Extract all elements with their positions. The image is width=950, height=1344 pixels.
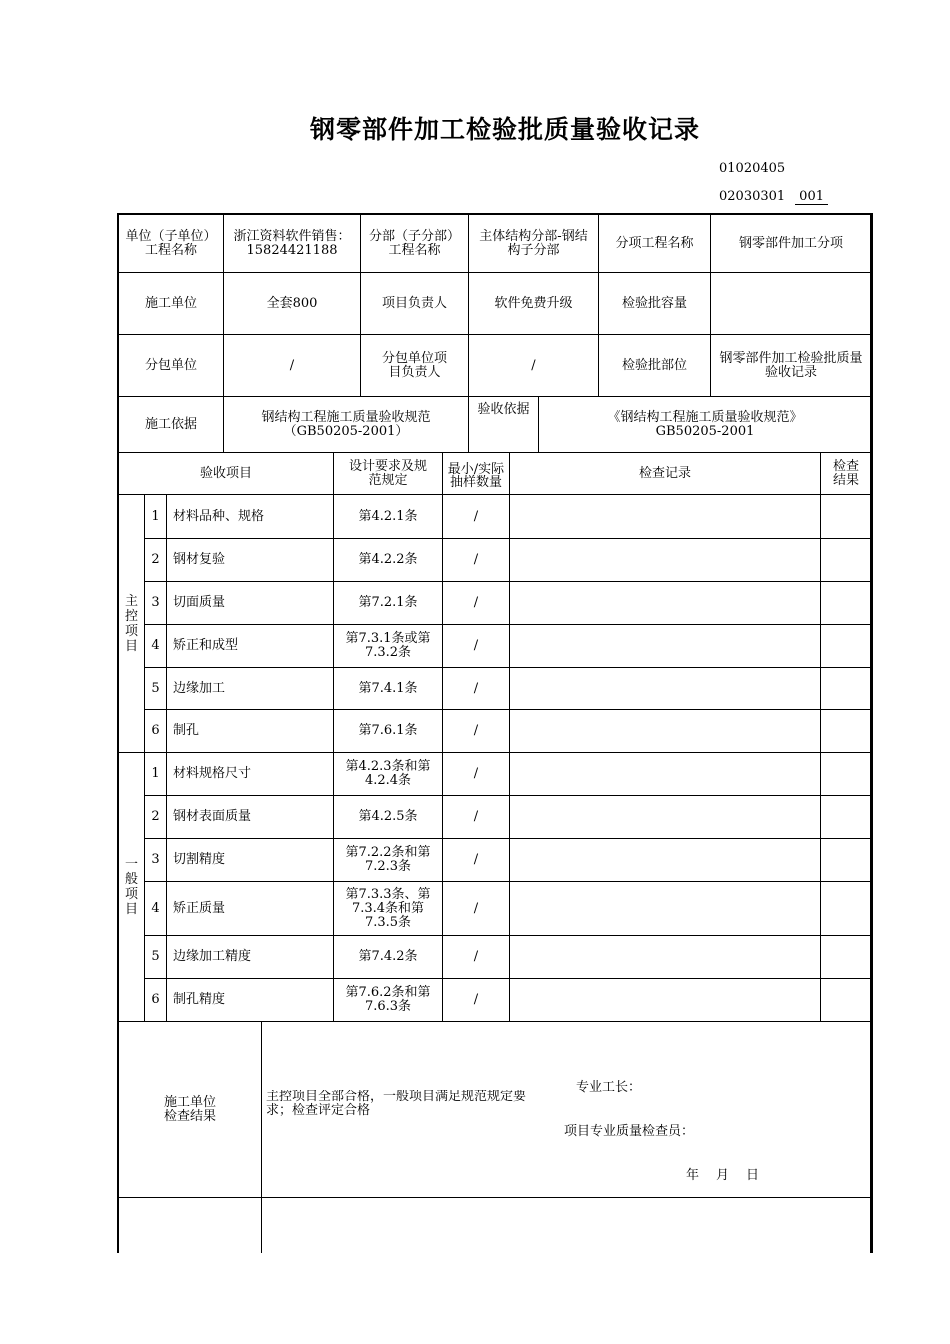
construction-basis-label: 施工依据 [144,416,197,432]
foreman-label: 专业工长： [576,1080,642,1095]
division-name-label: 分部（子分部）工程名称 [368,228,460,258]
main-item-name: 边缘加工 [173,680,226,696]
unit-name-label: 单位（子单位）工程名称 [125,228,217,258]
main-item-name: 制孔 [173,723,200,738]
main-item-sample: / [473,595,479,610]
col-record-header: 检查记录 [638,465,691,481]
main-item-spec: 第7.3.1条或第7.3.2条 [345,631,431,660]
main-item-sample: / [473,723,479,738]
contractor-label: 施工单位 [144,295,197,311]
batch-capacity-value [711,273,871,334]
acceptance-basis-label: 验收依据 [477,402,530,417]
main-item-spec: 第7.4.1条 [358,680,418,696]
main-item-sample: / [473,552,479,567]
general-item-spec: 第7.3.3条、第7.3.4条和第7.3.5条 [345,886,431,930]
sheet-number: 001 [795,189,828,205]
general-item-spec: 第4.2.5条 [358,809,418,824]
general-item-sample: / [473,852,479,867]
contractor-check-label: 施工单位检查结果 [163,1094,216,1124]
general-item-spec: 第4.2.3条和第4.2.4条 [345,759,431,788]
general-item-sample: / [473,809,479,824]
general-item-no: 6 [151,992,160,1007]
general-item-name: 钢材表面质量 [173,809,252,824]
division-name-value: 主体结构分部-钢结构子分部 [479,228,588,258]
main-item-spec: 第7.6.1条 [358,723,418,738]
batch-location-label: 检验批部位 [621,357,687,373]
general-item-name: 矫正质量 [173,900,226,916]
main-item-spec: 第4.2.2条 [358,552,418,567]
general-item-name: 材料规格尺寸 [173,766,252,781]
general-item-sample: / [473,992,479,1007]
general-item-sample: / [473,766,479,781]
general-item-spec: 第7.2.2条和第7.2.3条 [345,845,431,874]
general-item-sample: / [473,900,479,916]
main-item-no: 2 [151,552,160,567]
general-item-no: 2 [151,809,160,824]
page-title: 钢零部件加工检验批质量验收记录 [309,115,700,144]
form-code-2 [719,189,828,205]
col-item-header: 验收项目 [199,465,252,481]
main-item-no: 6 [151,723,160,738]
batch-capacity-label: 检验批容量 [621,295,687,311]
general-item-no: 1 [151,766,160,781]
general-item-spec: 第7.4.2条 [358,949,418,964]
main-item-sample: / [473,638,479,653]
col-design-header: 设计要求及规范规定 [349,458,428,488]
col-sample-header: 最小/实际抽样数量 [447,462,505,490]
main-item-name: 矫正和成型 [173,638,239,653]
main-item-sample: / [473,680,479,696]
construction-basis-value: 钢结构工程施工质量验收规范（GB50205-2001） [261,409,431,439]
subcontractor-label: 分包单位 [144,357,197,373]
batch-location-value: 钢零部件加工检验批质量验收记录 [719,350,863,380]
project-manager-value: 软件免费升级 [494,295,573,311]
subitem-name-label: 分项工程名称 [615,235,694,251]
main-item-no: 4 [151,638,160,653]
form-code-1: 01020405 [719,161,786,176]
main-item-sample: / [473,508,479,524]
main-control-group-label: 主控项目 [124,593,138,654]
col-result-header: 检查结果 [832,458,859,488]
general-item-no: 4 [151,900,160,916]
main-item-name: 切面质量 [173,595,226,610]
form-code-2-value: 02030301 [719,189,786,204]
sub-pm-value: / [531,357,536,373]
quality-inspector-label: 项目专业质量检查员： [564,1124,695,1139]
general-item-no: 5 [151,949,160,964]
unit-name-value: 浙江资料软件销售：15824421188 [233,228,351,258]
subcontractor-value: / [289,357,295,373]
main-item-spec: 第4.2.1条 [358,508,418,524]
general-item-name: 制孔精度 [173,992,226,1007]
main-item-no: 5 [151,680,160,696]
main-item-spec: 第7.2.1条 [358,595,418,610]
main-item-no: 3 [151,595,160,610]
contractor-value: 全套800 [266,295,318,311]
main-item-name: 材料品种、规格 [173,508,265,524]
subitem-name-value: 钢零部件加工分项 [738,235,843,251]
general-item-no: 3 [151,852,160,867]
project-manager-label: 项目负责人 [381,295,447,311]
general-item-name: 边缘加工精度 [173,949,252,964]
sub-pm-label: 分包单位项目负责人 [381,350,447,380]
general-item-name: 切割精度 [173,852,226,867]
check-conclusion: 主控项目全部合格，一般项目满足规范规定要求；检查评定合格 [266,1090,527,1118]
main-item-no: 1 [151,508,160,524]
general-item-sample: / [473,949,479,964]
date-label: 年 月 日 [686,1168,762,1183]
acceptance-basis-value: 《钢结构工程施工质量验收规范》GB50205-2001 [607,409,803,439]
main-item-name: 钢材复验 [173,552,226,567]
general-item-spec: 第7.6.2条和第7.6.3条 [345,985,431,1014]
general-group-label: 一般项目 [124,857,138,917]
